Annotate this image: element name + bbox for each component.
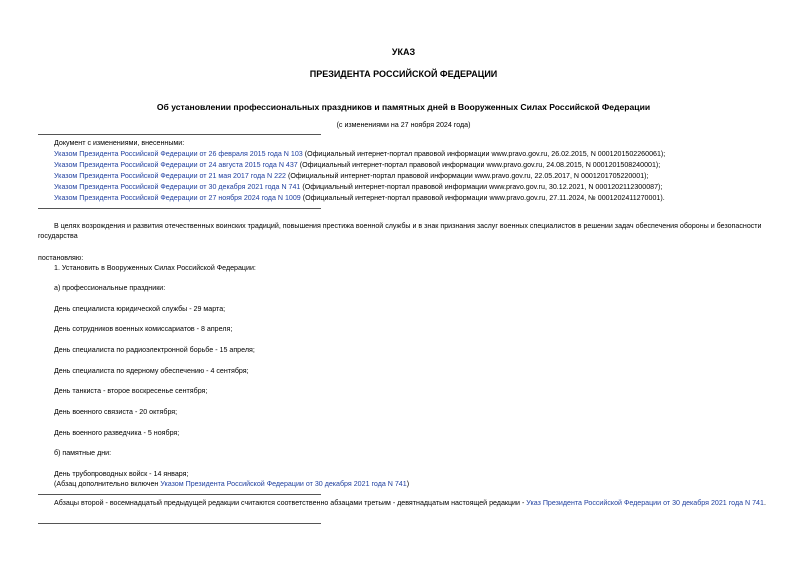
divider-note-start: [38, 494, 321, 495]
change-source: (Официальный интернет-портал правовой информации www.pravo.gov.ru, 22.05.2017, N 0001201705220001);: [285, 172, 649, 180]
change-item: [54, 150, 665, 158]
revision-note-link[interactable]: Указ Президента Российской Федерации от 30 декабря 2021 года N 741: [526, 499, 764, 507]
change-link[interactable]: Указом Президента Российской Федерации от 21 мая 2017 года N 222: [54, 172, 286, 180]
holiday-item: День специалиста по радиоэлектронной борьбе - 15 апреля;: [54, 346, 255, 354]
divider-changes-end: [38, 208, 321, 209]
change-link[interactable]: Указом Президента Российской Федерации от 27 ноября 2024 года N 1009: [54, 194, 301, 202]
change-link[interactable]: Указом Президента Российской Федерации от 24 августа 2015 года N 437: [54, 161, 298, 169]
change-source: (Официальный интернет-портал правовой информации www.pravo.gov.ru, 26.02.2015, N 0001201502260061);: [302, 150, 666, 158]
amendment-note: (Абзац дополнительно включен Указом Президента Российской Федерации от 30 декабря 2021 года N 741): [54, 480, 410, 488]
page-title-decree: УКАЗ: [391, 47, 416, 57]
change-item: [54, 183, 662, 191]
page-title-president: ПРЕЗИДЕНТА РОССИЙСКОЙ ФЕДЕРАЦИИ: [309, 69, 498, 79]
holiday-item: День танкиста - второе воскресенье сентября;: [54, 387, 208, 395]
change-source: (Официальный интернет-портал правовой информации www.pravo.gov.ru, 24.08.2015, N 0001201508240001);: [297, 161, 661, 169]
holiday-item: День специалиста юридической службы - 29 марта;: [54, 305, 226, 313]
paragraph-1: 1. Установить в Вооруженных Силах Российской Федерации:: [54, 264, 256, 272]
changes-intro: Документ с изменениями, внесенными:: [54, 139, 185, 147]
holiday-item: День военного разведчика - 5 ноября;: [54, 429, 180, 437]
holiday-item: День сотрудников военных комиссариатов - 8 апреля;: [54, 325, 233, 333]
revision-note: Абзацы второй - восемнадцатый предыдущей редакции считаются соответственно абзацами третьим - девятнадцатым настоящей редакции - Указ Президента Российской Федерации от 30 декабря 2021 года N 741.: [54, 499, 766, 507]
document-title: Об установлении профессиональных праздников и памятных дней в Вооруженных Силах Российской Федерации: [156, 102, 651, 112]
change-item: [54, 194, 665, 202]
decree-word: постановляю:: [38, 254, 84, 262]
change-source: (Официальный интернет-портал правовой информации www.pravo.gov.ru, 30.12.2021, N 0001202112300087);: [300, 183, 663, 191]
subparagraph-a: а) профессиональные праздники:: [54, 284, 166, 292]
memorial-item: День трубопроводных войск - 14 января;: [54, 470, 189, 478]
divider-top: [38, 134, 321, 135]
revision-subtitle: (с изменениями на 27 ноября 2024 года): [336, 121, 471, 129]
preamble-paragraph: В целях возрождения и развития отечественных воинских традиций, повышения престижа военной службы и в знак признания заслуг военных специалистов в решении задач обеспечения обороны и безопасности государства: [38, 222, 762, 240]
amendment-link[interactable]: Указом Президента Российской Федерации от 30 декабря 2021 года N 741: [160, 480, 407, 488]
subparagraph-b: б) памятные дни:: [54, 449, 112, 457]
change-source: (Официальный интернет-портал правовой информации www.pravo.gov.ru, 27.11.2024, № 0001202411270001).: [300, 194, 665, 202]
change-item: [54, 172, 648, 180]
change-link[interactable]: Указом Президента Российской Федерации от 26 февраля 2015 года N 103: [54, 150, 303, 158]
change-item: [54, 161, 660, 169]
holiday-item: День специалиста по ядерному обеспечению - 4 сентября;: [54, 367, 249, 375]
divider-note-end: [38, 523, 321, 524]
change-link[interactable]: Указом Президента Российской Федерации от 30 декабря 2021 года N 741: [54, 183, 301, 191]
holiday-item: День военного связиста - 20 октября;: [54, 408, 178, 416]
